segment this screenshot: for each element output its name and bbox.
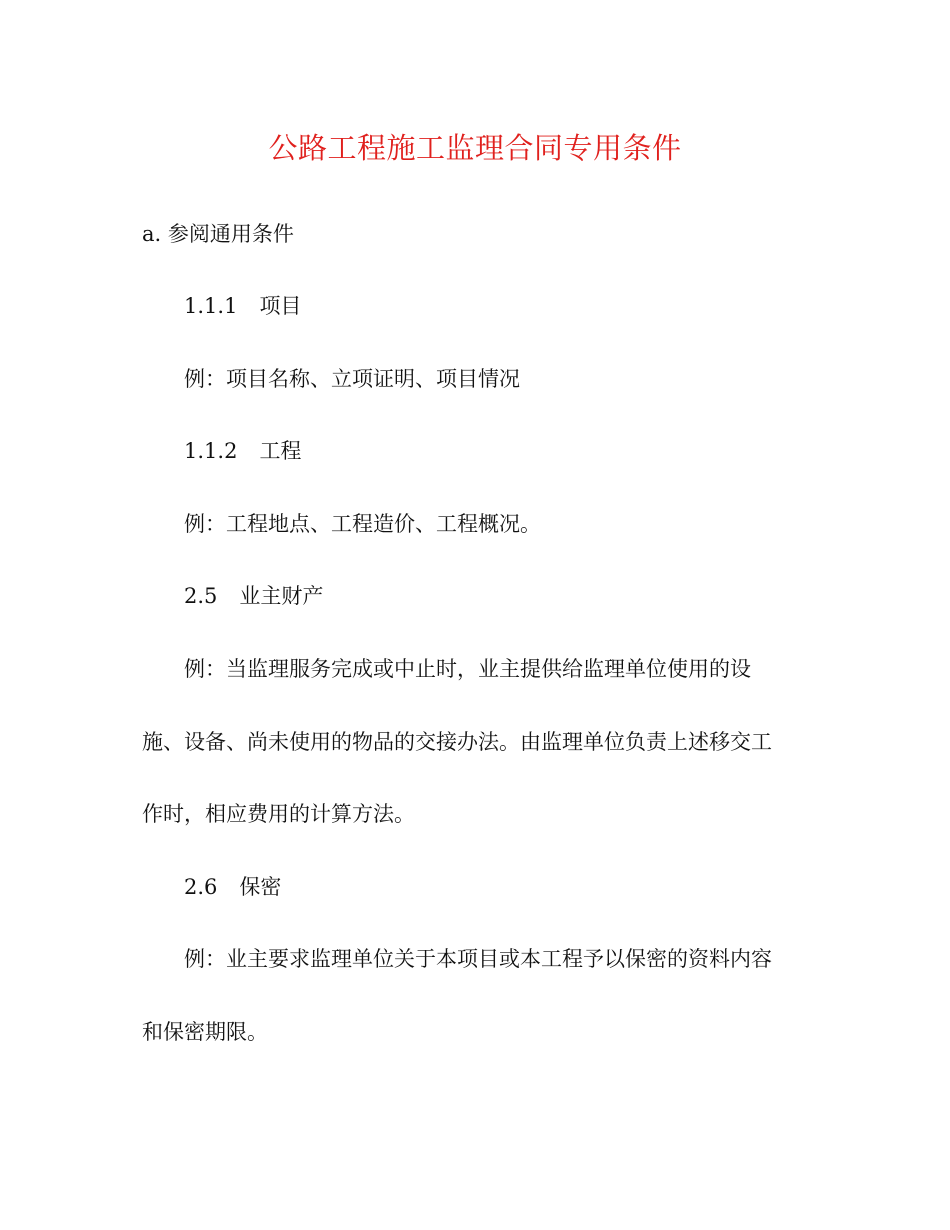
- section-heading-2-6: [184, 872, 281, 902]
- section-number: 2.5: [184, 584, 218, 608]
- document-title: 公路工程施工监理合同专用条件: [268, 131, 682, 165]
- section-example-line: 例：当监理服务完成或中止时，业主提供给监理单位使用的设: [184, 657, 751, 681]
- section-heading-2-5: [184, 581, 323, 611]
- section-example-line: 施、设备、尚未使用的物品的交接办法。由监理单位负责上述移交工: [142, 730, 772, 754]
- section-number: 1.1.1: [184, 294, 238, 318]
- section-example-line: 例：项目名称、立项证明、项目情况: [184, 367, 520, 391]
- heading-a: a. 参阅通用条件: [142, 222, 294, 246]
- section-name: 项目: [259, 294, 302, 318]
- section-name: 保密: [239, 875, 282, 899]
- section-name: 业主财产: [239, 584, 324, 608]
- section-heading-1-1-2: [184, 436, 301, 466]
- section-name: 工程: [259, 439, 302, 463]
- section-number: 1.1.2: [184, 439, 238, 463]
- section-example-line: 例：业主要求监理单位关于本项目或本工程予以保密的资料内容: [184, 947, 772, 971]
- section-example-line: 和保密期限。: [142, 1020, 268, 1044]
- section-example-line: 例：工程地点、工程造价、工程概况。: [184, 512, 541, 536]
- section-number: 2.6: [184, 875, 218, 899]
- section-example-line: 作时，相应费用的计算方法。: [142, 802, 415, 826]
- section-heading-1-1-1: [184, 291, 301, 321]
